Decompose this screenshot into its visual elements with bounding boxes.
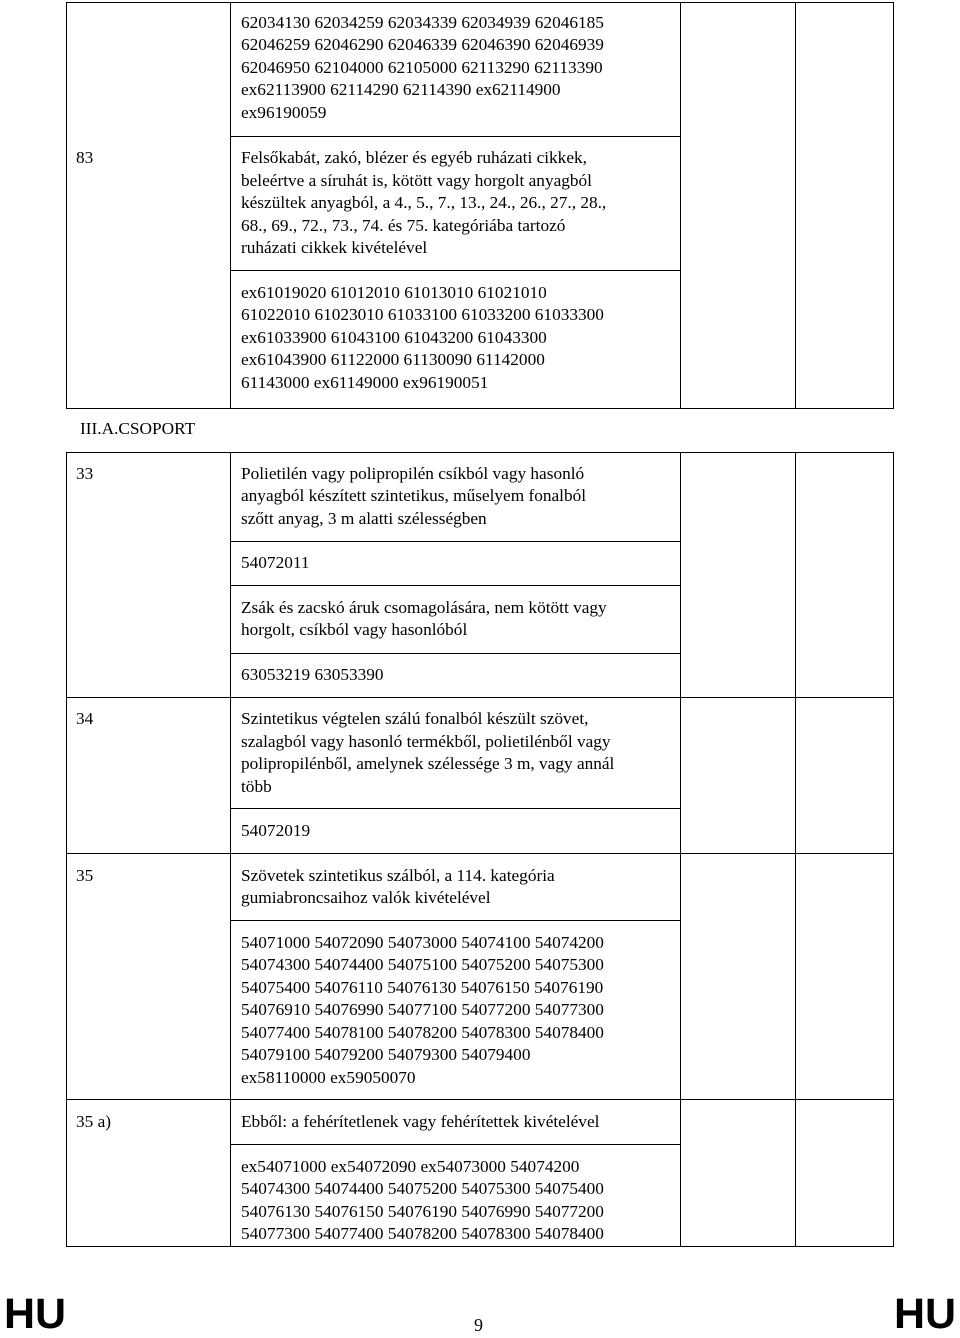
column-divider	[680, 2, 681, 408]
description-line: horgolt, csíkból vagy hasonlóból	[241, 620, 468, 639]
row-divider	[66, 697, 894, 698]
category-number: 35	[76, 866, 94, 885]
description-line: Ebből: a fehérítetlenek vagy fehérítettek kivételével	[241, 1112, 600, 1131]
code-line: 63053219 63053390	[241, 665, 384, 684]
code-line: ex61043900 61122000 61130090 61142000	[241, 350, 545, 369]
description-line: több	[241, 777, 272, 796]
code-line: ex61033900 61043100 61043200 61043300	[241, 328, 547, 347]
table-border-left	[66, 2, 67, 408]
description-line: Felsőkabát, zakó, blézer és egyéb ruházati cikkek,	[241, 148, 587, 167]
description-line: beleértve a síruhát is, kötött vagy horgolt anyagból	[241, 171, 592, 190]
row-divider	[66, 452, 894, 453]
row-divider	[230, 653, 680, 654]
code-line: 62034130 62034259 62034339 62034939 62046185	[241, 13, 604, 32]
description-line: Szintetikus végtelen szálú fonalból készült szövet,	[241, 709, 589, 728]
row-divider	[230, 541, 680, 542]
row-divider	[66, 1099, 894, 1100]
group-heading: III.A.CSOPORT	[80, 419, 196, 438]
code-line: 54074300 54074400 54075100 54075200 54075300	[241, 955, 604, 974]
code-line: ex54071000 ex54072090 ex54073000 54074200	[241, 1157, 580, 1176]
footer-language-mark-right: HU	[894, 1290, 957, 1338]
description-line: 68., 69., 72., 73., 74. és 75. kategóriába tartozó	[241, 216, 566, 235]
table-border-right	[893, 2, 894, 408]
category-number: 35 a)	[76, 1112, 112, 1131]
code-line: 54075400 54076110 54076130 54076150 54076190	[241, 978, 604, 997]
description-line: Zsák és zacskó áruk csomagolására, nem kötött vagy	[241, 598, 607, 617]
table-border-right	[893, 452, 894, 1247]
description-line: gumiabroncsaihoz valók kivételével	[241, 888, 491, 907]
row-divider	[66, 853, 894, 854]
description-line: ruházati cikkek kivételével	[241, 238, 428, 257]
table-border-bottom	[66, 1246, 894, 1247]
row-divider	[230, 270, 680, 271]
code-line: ex96190059	[241, 103, 327, 122]
code-line: 54076130 54076150 54076190 54076990 54077200	[241, 1202, 604, 1221]
description-line: készültek anyagból, a 4., 5., 7., 13., 24., 26., 27., 28.,	[241, 193, 607, 212]
code-line: ex62113900 62114290 62114390 ex62114900	[241, 80, 561, 99]
row-divider	[230, 920, 680, 921]
code-line: 62046259 62046290 62046339 62046390 62046939	[241, 35, 604, 54]
table-border-top	[66, 2, 894, 3]
code-line: 61143000 ex61149000 ex96190051	[241, 373, 489, 392]
code-line: 54074300 54074400 54075200 54075300 54075400	[241, 1179, 604, 1198]
code-line: 54079100 54079200 54079300 54079400	[241, 1045, 531, 1064]
footer-language-mark-left: HU	[4, 1290, 67, 1338]
code-line: 54072019	[241, 821, 311, 840]
column-divider	[795, 452, 796, 1247]
row-divider	[230, 1144, 680, 1145]
category-number: 34	[76, 709, 94, 728]
code-line: 54077400 54078100 54078200 54078300 54078400	[241, 1023, 604, 1042]
page-number: 9	[474, 1315, 483, 1335]
description-line: szalagból vagy hasonló termékből, polietilénből vagy	[241, 732, 611, 751]
table-border-left	[66, 452, 67, 1247]
column-divider	[680, 452, 681, 1247]
column-divider	[795, 2, 796, 408]
description-line: polipropilénből, amelynek szélessége 3 m, vagy annál	[241, 754, 615, 773]
row-divider	[66, 408, 894, 409]
row-divider	[230, 136, 680, 137]
category-number: 33	[76, 464, 94, 483]
column-divider	[230, 2, 231, 408]
code-line: 54071000 54072090 54073000 54074100 54074200	[241, 933, 604, 952]
code-line: 54076910 54076990 54077100 54077200 54077300	[241, 1000, 604, 1019]
description-line: szőtt anyag, 3 m alatti szélességben	[241, 509, 487, 528]
code-line: ex58110000 ex59050070	[241, 1068, 416, 1087]
description-line: anyagból készített szintetikus, műselyem fonalból	[241, 486, 587, 505]
code-line: 54072011	[241, 553, 310, 572]
code-line: ex61019020 61012010 61013010 61021010	[241, 283, 547, 302]
code-line: 54077300 54077400 54078200 54078300 54078400	[241, 1224, 604, 1243]
category-number: 83	[76, 148, 94, 167]
code-line: 62046950 62104000 62105000 62113290 62113390	[241, 58, 603, 77]
row-divider	[230, 808, 680, 809]
column-divider	[230, 452, 231, 1247]
description-line: Polietilén vagy polipropilén csíkból vagy hasonló	[241, 464, 585, 483]
row-divider	[230, 585, 680, 586]
code-line: 61022010 61023010 61033100 61033200 61033300	[241, 305, 604, 324]
description-line: Szövetek szintetikus szálból, a 114. kategória	[241, 866, 555, 885]
